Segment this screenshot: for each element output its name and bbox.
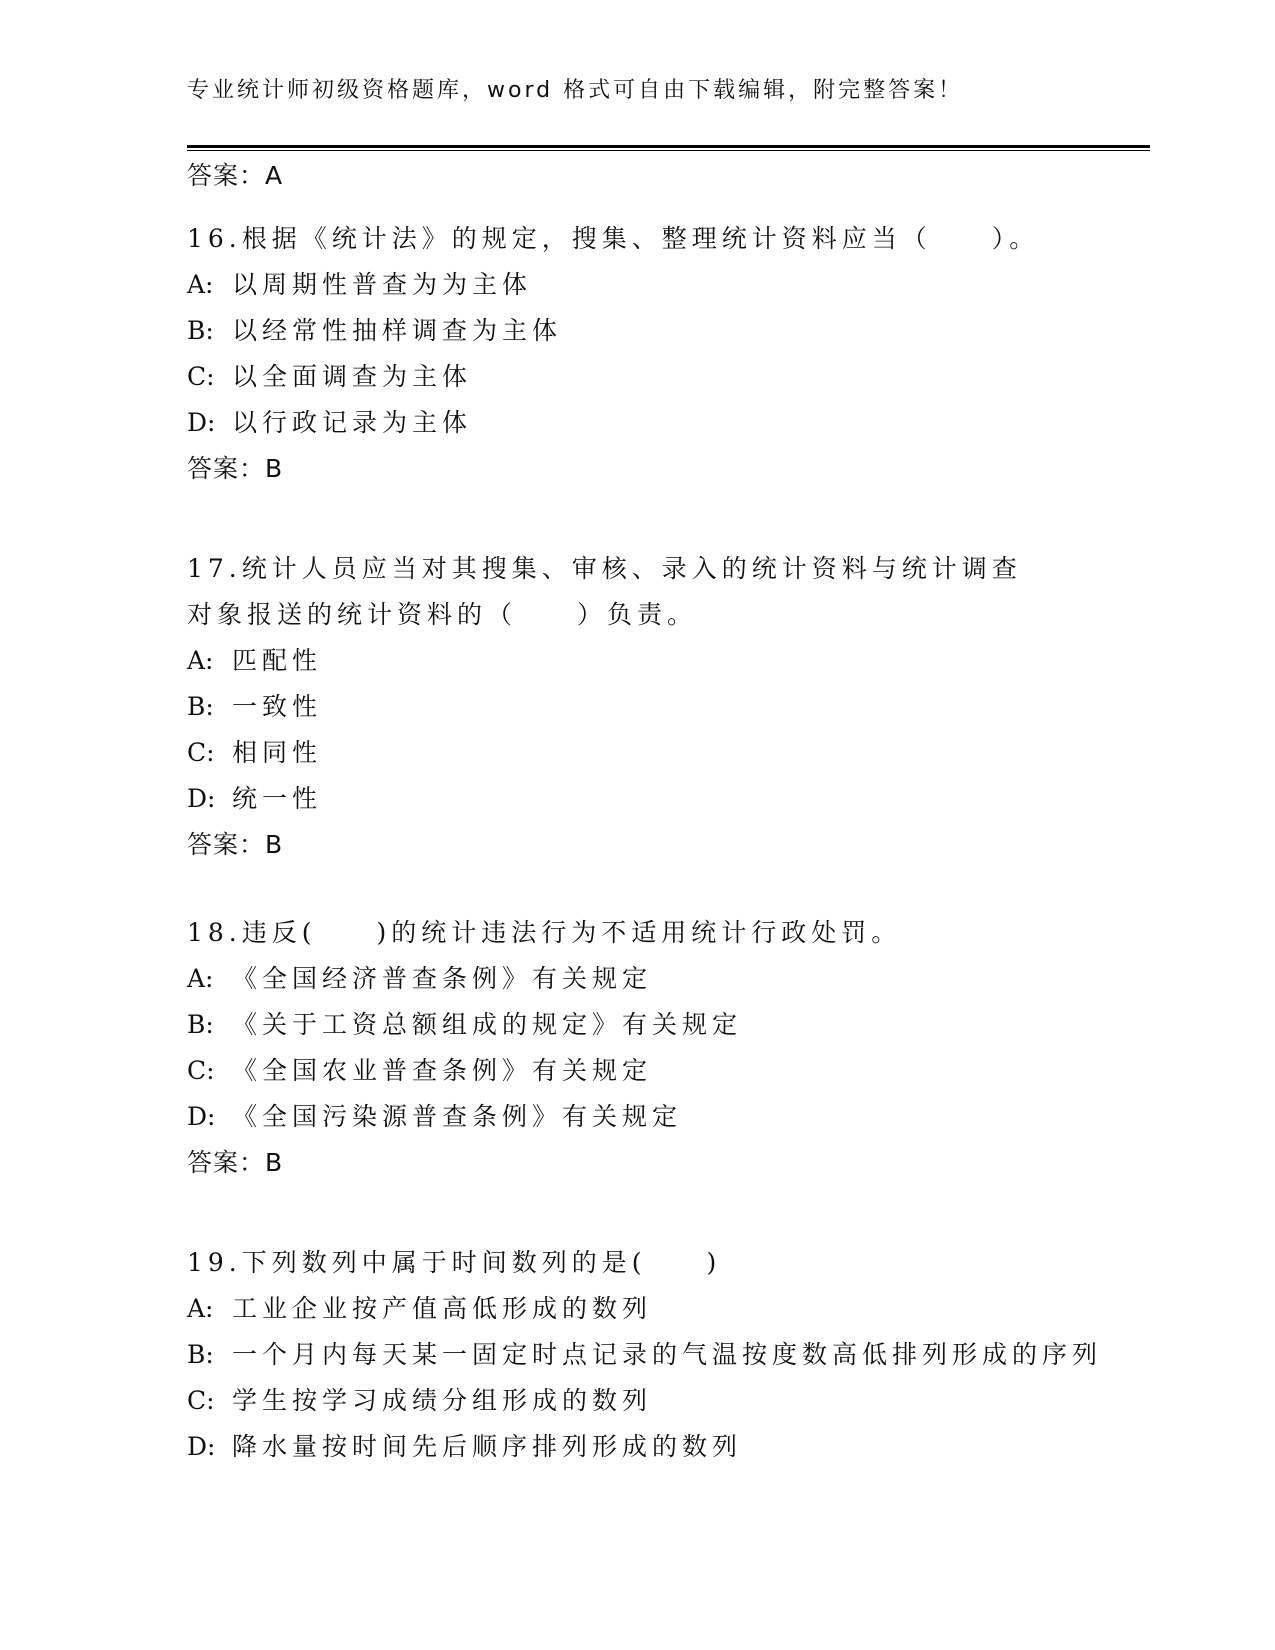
option-text: 以全面调查为主体 bbox=[232, 362, 473, 391]
option-c bbox=[187, 730, 1087, 776]
option-b bbox=[187, 684, 1087, 730]
option-letter: D: bbox=[187, 408, 216, 437]
question-stem-text: 17.统计人员应当对其搜集、审核、录入的统计资料与统计调查对象报送的统计资料的（ ）负责。 bbox=[187, 554, 1022, 629]
option-d bbox=[187, 400, 1087, 446]
option-text: 工业企业按产值高低形成的数列 bbox=[232, 1294, 653, 1323]
option-d bbox=[187, 776, 1087, 822]
option-b bbox=[187, 1332, 1103, 1378]
option-letter: B: bbox=[187, 1010, 214, 1039]
question-17 bbox=[187, 546, 1087, 868]
question-stem-text: 16.根据《统计法》的规定，搜集、整理统计资料应当（ ）。 bbox=[187, 224, 1040, 253]
question-16 bbox=[187, 216, 1087, 492]
option-letter: C: bbox=[187, 738, 215, 767]
answer-line: 答案：A bbox=[187, 161, 284, 190]
option-d bbox=[187, 1424, 1087, 1470]
option-text: 以行政记录为主体 bbox=[232, 408, 473, 437]
option-letter: D: bbox=[187, 784, 216, 813]
option-letter: B: bbox=[187, 1340, 214, 1369]
option-letter: D: bbox=[187, 1102, 216, 1131]
question-18 bbox=[187, 910, 1087, 1186]
question-19 bbox=[187, 1240, 1103, 1470]
option-text: 《全国经济普查条例》有关规定 bbox=[232, 964, 653, 993]
option-text: 相同性 bbox=[232, 738, 323, 767]
option-letter: C: bbox=[187, 362, 215, 391]
option-letter: A: bbox=[187, 646, 214, 675]
option-c bbox=[187, 1378, 1087, 1424]
header-divider-thick bbox=[187, 145, 1150, 148]
option-text: 学生按学习成绩分组形成的数列 bbox=[232, 1386, 653, 1415]
option-a bbox=[187, 956, 1087, 1002]
option-text: 统一性 bbox=[232, 784, 323, 813]
option-text: 一个月内每天某一固定时点记录的气温按度数高低排列形成的序列 bbox=[232, 1340, 1103, 1369]
option-letter: C: bbox=[187, 1386, 215, 1415]
option-text: 降水量按时间先后顺序排列形成的数列 bbox=[232, 1432, 743, 1461]
option-letter: B: bbox=[187, 316, 214, 345]
option-a bbox=[187, 262, 1087, 308]
header-divider-thin bbox=[187, 150, 1150, 151]
option-a bbox=[187, 1286, 1087, 1332]
option-c bbox=[187, 354, 1087, 400]
option-letter: D: bbox=[187, 1432, 216, 1461]
option-a bbox=[187, 638, 1087, 684]
option-letter: C: bbox=[187, 1056, 215, 1085]
option-letter: B: bbox=[187, 692, 214, 721]
option-text: 《全国污染源普查条例》有关规定 bbox=[232, 1102, 683, 1131]
question-stem bbox=[187, 910, 1087, 956]
option-letter: A: bbox=[187, 1294, 214, 1323]
option-c bbox=[187, 1048, 1087, 1094]
option-text: 一致性 bbox=[232, 692, 323, 721]
option-text: 以经常性抽样调查为主体 bbox=[232, 316, 563, 345]
option-text: 《关于工资总额组成的规定》有关规定 bbox=[232, 1010, 743, 1039]
option-text: 以周期性普查为为主体 bbox=[232, 270, 533, 299]
question-stem bbox=[187, 546, 1047, 638]
option-text: 匹配性 bbox=[232, 646, 323, 675]
question-stem bbox=[187, 216, 1087, 262]
question-stem bbox=[187, 1240, 1087, 1286]
answer-line: 答案：B bbox=[187, 830, 284, 859]
page-header-text: 专业统计师初级资格题库，word 格式可自由下载编辑，附完整答案！ bbox=[187, 78, 964, 103]
answer-line: 答案：B bbox=[187, 1148, 284, 1177]
question-stem-text: 19.下列数列中属于时间数列的是( ) bbox=[187, 1248, 722, 1277]
option-b bbox=[187, 308, 1087, 354]
answer-line: 答案：B bbox=[187, 454, 284, 483]
option-letter: A: bbox=[187, 270, 214, 299]
option-d bbox=[187, 1094, 1087, 1140]
previous-answer-block bbox=[187, 153, 1087, 199]
option-letter: A: bbox=[187, 964, 214, 993]
question-stem-text: 18.违反( )的统计违法行为不适用统计行政处罚。 bbox=[187, 918, 902, 947]
option-b bbox=[187, 1002, 1087, 1048]
option-text: 《全国农业普查条例》有关规定 bbox=[232, 1056, 653, 1085]
